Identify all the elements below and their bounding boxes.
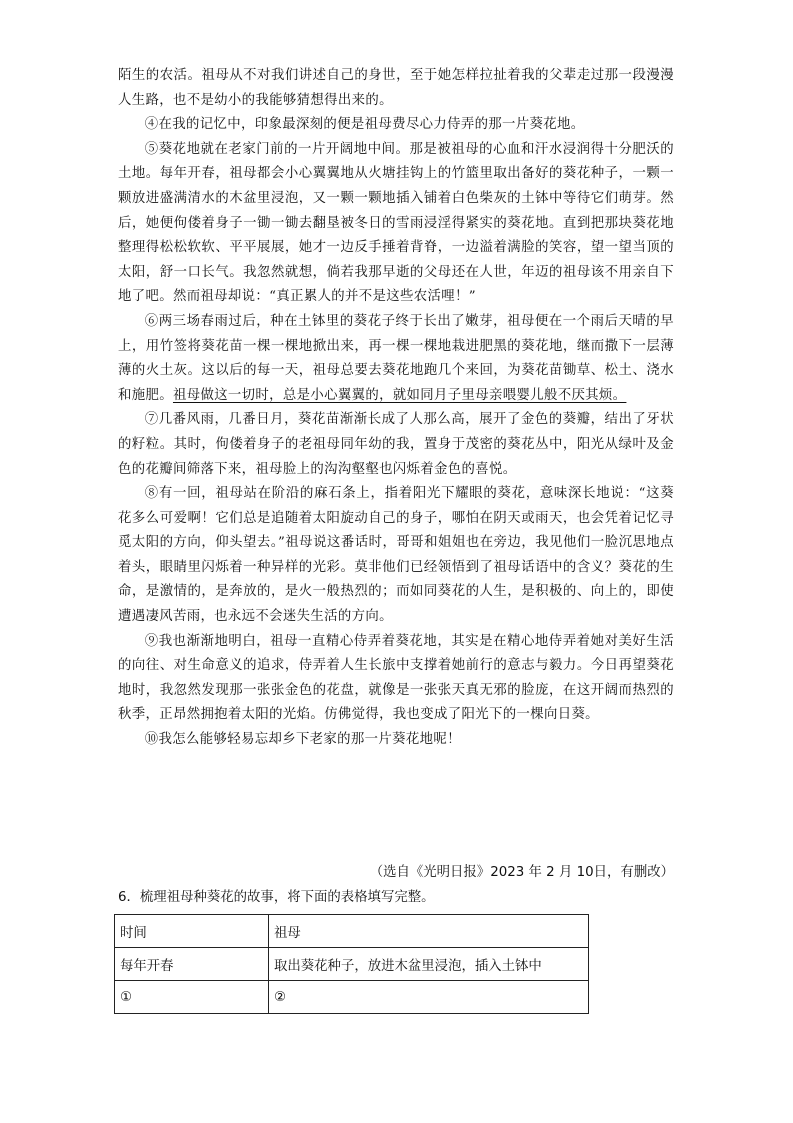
paragraph-4: ④在我的记忆中，印象最深刻的便是祖母费尽心力侍弄的那一片葵花地。 [144, 117, 585, 133]
paragraph-9: ⑨我也渐渐地明白，祖母一直精心侍弄着葵花地，其实是在精心地侍弄着她对美好生活的向往、对生命意义的追求，侍弄着人生长旅中支撑着她前行的意志与毅力。今日再望葵花地时，我忽然发现那一张张金色的花盘，就像是一张张天真无邪的脸庞，在这开阔而热烈的秋季，正昂然拥抱着太阳的光焰。仿佛觉得，我也变成了阳光下的一棵向日葵。 [118, 633, 674, 723]
source-citation: （选自《光明日报》2023 年 2 月 10日，有删改） [369, 865, 674, 880]
table-header-cell: 祖母 [269, 915, 589, 948]
paragraph-6 [118, 310, 674, 408]
table-cell: 每年开春 [115, 948, 269, 981]
paragraph-5: ⑤葵花地就在老家门前的一片开阔地中间。那是被祖母的心血和汗水浸润得十分肥沃的土地。每年开春，祖母都会小心翼翼地从火塘挂钩上的竹篮里取出备好的葵花种子，一颗一颗放进盛满清水的木盆里浸泡，又一颗一颗地插入铺着白色柴灰的土钵中等待它们萌芽。然后，她便佝偻着身子一锄一锄去翻垦被冬日的雪雨浸淫得紧实的葵花地。直到把那块葵花地整理得松松软软、平平展展，她才一边反手捶着背脊，一边溢着满脸的笑容，望一望当顶的太阳，舒一口长气。我忽然就想，倘若我那早逝的父母还在人世，年迈的祖母该不用亲自下地了吧。然而祖母却说：“真正累人的并不是这些农活哩！” [118, 141, 674, 305]
paragraph-6-text: ⑥两三场春雨过后，种在土钵里的葵花子终于长出了嫩芽，祖母便在一个雨后天晴的早上，用竹签将葵花苗一棵一棵地掀出来，再一棵一棵地栽进肥黑的葵花地，继而撒下一层薄薄的火土灰。这以后的每一天，祖母总要去葵花地跑几个来回，为葵花苗锄草、松土、浇水和施肥。 [118, 313, 674, 403]
question-6: 6．梳理祖母种葵花的故事，将下面的表格填写完整。 [118, 890, 435, 905]
answer-blank-2[interactable]: ② [269, 981, 589, 1014]
table-cell: 取出葵花种子，放进木盆里浸泡，插入土钵中 [269, 948, 589, 981]
table-header-cell: 时间 [115, 915, 269, 948]
passage [118, 64, 674, 753]
paragraph-10: ⑩我怎么能够轻易忘却乡下老家的那一片葵花地呢！ [144, 732, 461, 748]
table-row [115, 948, 589, 981]
paragraph-7: ⑦几番风雨，几番日月，葵花苗渐渐长成了人那么高，展开了金色的葵瓣，结出了牙状的籽粒。其时，佝偻着身子的老祖母同年幼的我，置身于茂密的葵花丛中，阳光从绿叶及金色的花瓣间筛落下来，祖母脸上的沟沟壑壑也闪烁着金色的喜悦。 [118, 412, 674, 477]
answer-blank-1[interactable]: ① [115, 981, 269, 1014]
answer-table [114, 914, 589, 1014]
paragraph-3-continuation: 陌生的农活。祖母从不对我们讲述自己的身世，至于她怎样拉扯着我的父辈走过那一段漫漫人生路，也不是幼小的我能够猜想得出来的。 [118, 68, 674, 108]
paragraph-8: ⑧有一回，祖母站在阶沿的麻石条上，指着阳光下耀眼的葵花，意味深长地说：“这葵花多么可爱啊！它们总是追随着太阳旋动自己的身子，哪怕在阴天或雨天，也会凭着记忆寻觅太阳的方向，仰头望去。”祖母说这番话时，哥哥和姐姐也在旁边，我见他们一脸沉思地点着头，眼睛里闪烁着一种异样的光彩。莫非他们已经领悟到了祖母话语中的含义？葵花的生命，是激情的，是奔放的，是火一般热烈的；而如同葵花的人生，是积极的、向上的，即使遭遇凄风苦雨，也永远不会迷失生活的方向。 [118, 486, 674, 625]
table-header-row [115, 915, 589, 948]
underlined-sentence: 祖母做这一切时，总是小心翼翼的，就如同月子里母亲喂婴儿般不厌其烦。 [172, 387, 627, 403]
table-row [115, 981, 589, 1014]
